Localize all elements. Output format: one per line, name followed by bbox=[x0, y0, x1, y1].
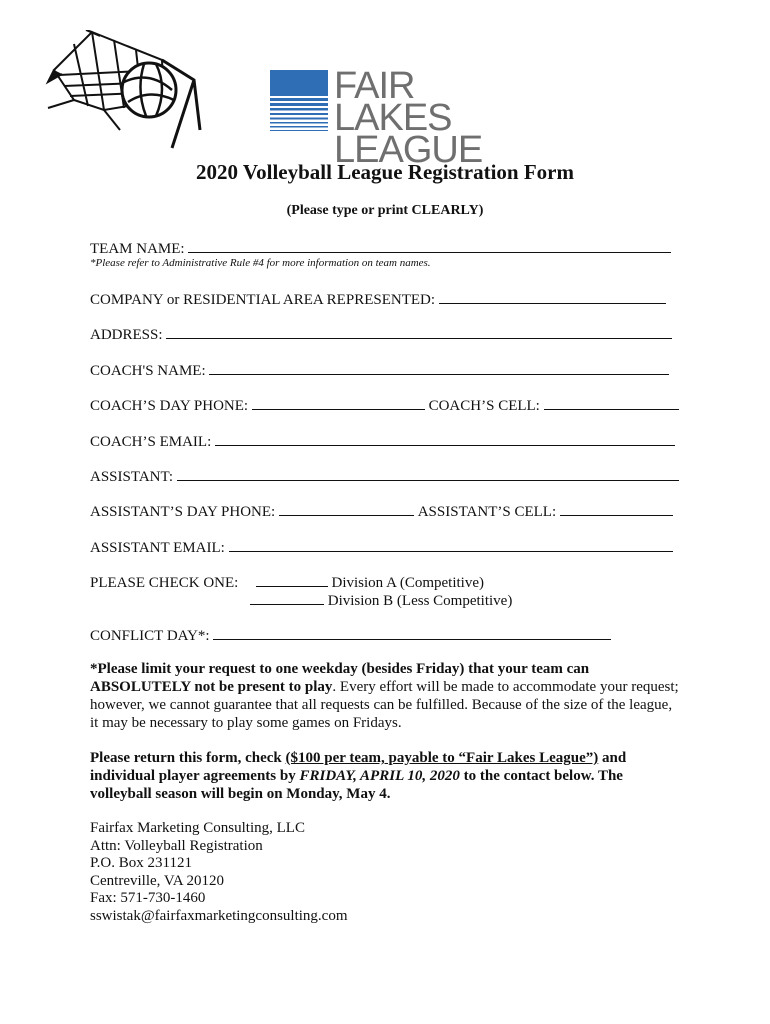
return-part-1: Please return this form, check bbox=[90, 750, 286, 766]
coach-cell-field[interactable] bbox=[544, 395, 679, 410]
company-label: COMPANY or RESIDENTIAL AREA REPRESENTED: bbox=[90, 292, 436, 308]
contact-line: Fax: 571-730-1460 bbox=[90, 890, 206, 906]
return-part-3: to the contact below. The volleyball season will begin on Monday, May 4. bbox=[90, 768, 623, 802]
assistant-day-phone-field[interactable] bbox=[279, 501, 414, 516]
assistant-cell-label: ASSISTANT’S CELL: bbox=[417, 504, 557, 520]
team-name-label: TEAM NAME: bbox=[90, 241, 185, 257]
assistant-day-phone-label: ASSISTANT’S DAY PHONE: bbox=[90, 504, 276, 520]
team-name-field[interactable] bbox=[188, 238, 671, 253]
assistant-field[interactable] bbox=[177, 466, 679, 481]
contact-email-link[interactable]: sswistak@fairfaxmarketingconsulting.com bbox=[90, 907, 348, 924]
contact-line: P.O. Box 231121 bbox=[90, 855, 192, 871]
address-row bbox=[90, 324, 672, 344]
assistant-email-row bbox=[90, 537, 673, 557]
coach-name-field[interactable] bbox=[209, 360, 669, 375]
notice-bold-2: ABSOLUTELY not be present to play bbox=[90, 679, 333, 695]
logo-line-2: LEAGUE bbox=[334, 129, 483, 171]
check-one-label: PLEASE CHECK ONE: bbox=[90, 575, 239, 591]
coach-phone-row bbox=[90, 395, 679, 415]
coach-email-row bbox=[90, 431, 675, 451]
league-logo bbox=[270, 65, 530, 171]
assistant-email-field[interactable] bbox=[229, 537, 673, 552]
return-fee: ($100 per team, payable to “Fair Lakes League”) bbox=[285, 750, 599, 766]
notice-paragraph bbox=[90, 660, 680, 732]
address-field[interactable] bbox=[166, 324, 672, 339]
contact-line: Attn: Volleyball Registration bbox=[90, 837, 263, 854]
assistant-row bbox=[90, 466, 679, 486]
contact-block bbox=[90, 820, 348, 925]
contact-line: Centreville, VA 20120 bbox=[90, 872, 225, 889]
assistant-email-label: ASSISTANT EMAIL: bbox=[90, 540, 225, 556]
coach-day-phone-label: COACH’S DAY PHONE: bbox=[90, 398, 249, 414]
page-subtitle: (Please type or print CLEARLY) bbox=[286, 203, 484, 218]
company-field[interactable] bbox=[439, 289, 666, 304]
volleyball-net-clipart bbox=[44, 30, 204, 150]
company-row bbox=[90, 289, 666, 309]
coach-email-label: COACH’S EMAIL: bbox=[90, 434, 212, 450]
page-title: 2020 Volleyball League Registration Form bbox=[196, 160, 574, 184]
coach-name-row bbox=[90, 360, 669, 380]
notice-rest: . Every effort will be made to accommodate your request; however, we cannot guarantee that all requests can be fulfilled. Because of the size of the league, it may be necessary to play some games on Fridays. bbox=[90, 679, 679, 731]
conflict-day-field[interactable] bbox=[213, 625, 611, 640]
assistant-cell-field[interactable] bbox=[560, 501, 673, 516]
return-paragraph bbox=[90, 749, 680, 803]
division-b-label: Division B (Less Competitive) bbox=[327, 593, 513, 609]
coach-email-field[interactable] bbox=[215, 431, 675, 446]
contact-line: Fairfax Marketing Consulting, LLC bbox=[90, 820, 305, 836]
return-part-2: and individual player agreements by bbox=[90, 750, 627, 784]
logo-mark bbox=[270, 70, 328, 132]
conflict-day-label: CONFLICT DAY*: bbox=[90, 628, 210, 644]
team-name-note: *Please refer to Administrative Rule #4 for more information on team names. bbox=[90, 257, 431, 269]
conflict-day-row bbox=[90, 625, 611, 645]
division-row-a bbox=[90, 572, 484, 592]
assistant-phone-row bbox=[90, 501, 673, 521]
assistant-label: ASSISTANT: bbox=[90, 469, 174, 485]
division-a-label: Division A (Competitive) bbox=[331, 575, 484, 591]
notice-bold-1: *Please limit your request to one weekday (besides Friday) that your team can bbox=[90, 661, 590, 677]
logo-line-1: FAIR LAKES bbox=[334, 65, 452, 139]
coach-cell-label: COACH’S CELL: bbox=[428, 398, 540, 414]
team-name-row bbox=[90, 238, 671, 258]
division-b-checkline[interactable] bbox=[250, 590, 324, 605]
return-deadline: FRIDAY, APRIL 10, 2020 bbox=[299, 768, 460, 784]
coach-day-phone-field[interactable] bbox=[252, 395, 425, 410]
coach-name-label: COACH'S NAME: bbox=[90, 363, 206, 379]
division-row-b bbox=[250, 590, 512, 610]
address-label: ADDRESS: bbox=[90, 327, 163, 343]
division-a-checkline[interactable] bbox=[256, 572, 328, 587]
